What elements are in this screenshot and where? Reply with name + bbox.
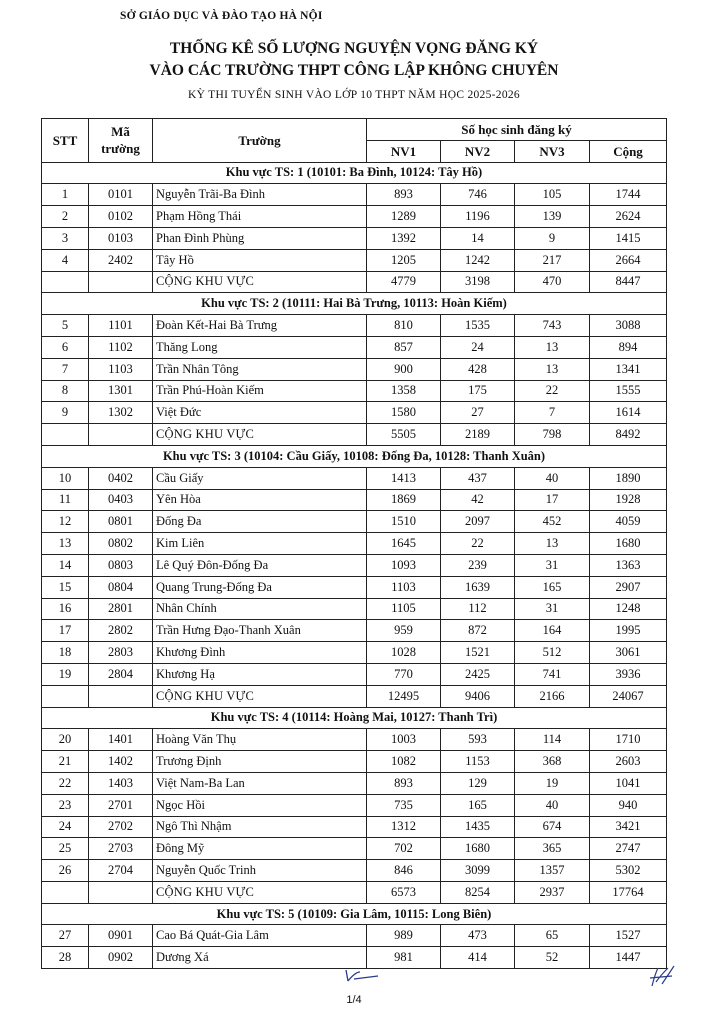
cell-total-nv1: 4779 — [367, 271, 441, 293]
cell-nv1: 1289 — [367, 206, 441, 228]
cell-stt: 12 — [42, 511, 89, 533]
cell-nv1: 959 — [367, 620, 441, 642]
cell-nv1: 1413 — [367, 467, 441, 489]
table-row — [42, 860, 667, 882]
cell-nv1: 900 — [367, 358, 441, 380]
cell-ma-truong: 0103 — [89, 227, 153, 249]
cell-stt: 13 — [42, 533, 89, 555]
table-row — [42, 511, 667, 533]
cell-cong: 1415 — [590, 227, 667, 249]
cell-ma-truong: 0801 — [89, 511, 153, 533]
cell-truong: Nguyễn Quốc Trinh — [153, 860, 367, 882]
cell-nv2: 239 — [441, 554, 515, 576]
cell-ma-truong: 1403 — [89, 772, 153, 794]
cell-truong: Ngô Thì Nhậm — [153, 816, 367, 838]
cell-truong: Dương Xá — [153, 947, 367, 969]
region-title: Khu vực TS: 1 (10101: Ba Đình, 10124: Tây Hồ) — [42, 162, 667, 184]
cell-total-label: CỘNG KHU VỰC — [153, 424, 367, 446]
cell-cong: 894 — [590, 336, 667, 358]
cell-cong: 1527 — [590, 925, 667, 947]
cell-nv3: 52 — [515, 947, 590, 969]
cell-nv1: 1003 — [367, 729, 441, 751]
cell-nv1: 735 — [367, 794, 441, 816]
table-row — [42, 620, 667, 642]
cell-total-cong: 17764 — [590, 881, 667, 903]
registration-table — [41, 118, 667, 969]
cell-nv2: 1153 — [441, 751, 515, 773]
cell-nv2: 1639 — [441, 576, 515, 598]
cell-nv2: 129 — [441, 772, 515, 794]
region-header-row — [42, 445, 667, 467]
cell-nv1: 1580 — [367, 402, 441, 424]
cell-nv3: 19 — [515, 772, 590, 794]
cell-truong: Kim Liên — [153, 533, 367, 555]
cell-ma-truong: 0101 — [89, 184, 153, 206]
cell-nv3: 365 — [515, 838, 590, 860]
cell-stt: 1 — [42, 184, 89, 206]
cell-nv3: 741 — [515, 663, 590, 685]
cell-truong: Đông Mỹ — [153, 838, 367, 860]
table-row — [42, 402, 667, 424]
cell-ma-truong: 0803 — [89, 554, 153, 576]
table-row — [42, 751, 667, 773]
cell-nv2: 14 — [441, 227, 515, 249]
cell-stt: 15 — [42, 576, 89, 598]
region-title: Khu vực TS: 3 (10104: Cầu Giấy, 10108: Đống Đa, 10128: Thanh Xuân) — [42, 445, 667, 467]
cell-stt: 4 — [42, 249, 89, 271]
cell-nv3: 512 — [515, 642, 590, 664]
cell-nv1: 857 — [367, 336, 441, 358]
cell-ma-truong: 1301 — [89, 380, 153, 402]
cell-nv3: 7 — [515, 402, 590, 424]
cell-stt: 27 — [42, 925, 89, 947]
cell-truong: Nguyễn Trãi-Ba Đình — [153, 184, 367, 206]
table-row — [42, 663, 667, 685]
header-cong: Cộng — [590, 140, 667, 162]
cell-total-nv1: 6573 — [367, 881, 441, 903]
header-truong: Trường — [153, 119, 367, 163]
cell-cong: 1680 — [590, 533, 667, 555]
table-row — [42, 925, 667, 947]
cell-nv3: 17 — [515, 489, 590, 511]
cell-nv3: 743 — [515, 315, 590, 337]
cell-nv2: 746 — [441, 184, 515, 206]
region-header-row — [42, 903, 667, 925]
table-row — [42, 227, 667, 249]
cell-nv3: 217 — [515, 249, 590, 271]
cell-nv3: 22 — [515, 380, 590, 402]
table-row — [42, 598, 667, 620]
cell-nv2: 1535 — [441, 315, 515, 337]
cell-nv2: 24 — [441, 336, 515, 358]
cell-nv3: 9 — [515, 227, 590, 249]
cell-stt: 28 — [42, 947, 89, 969]
table-row — [42, 533, 667, 555]
table-row — [42, 380, 667, 402]
cell-ma-truong: 1402 — [89, 751, 153, 773]
cell-stt: 5 — [42, 315, 89, 337]
cell-nv2: 414 — [441, 947, 515, 969]
region-total-row — [42, 685, 667, 707]
cell-total-nv3: 798 — [515, 424, 590, 446]
cell-cong: 5302 — [590, 860, 667, 882]
cell-nv2: 22 — [441, 533, 515, 555]
cell-nv1: 893 — [367, 184, 441, 206]
cell-nv3: 674 — [515, 816, 590, 838]
cell-ma-truong-empty — [89, 424, 153, 446]
cell-ma-truong: 0102 — [89, 206, 153, 228]
cell-stt: 3 — [42, 227, 89, 249]
cell-nv1: 1205 — [367, 249, 441, 271]
cell-nv3: 164 — [515, 620, 590, 642]
cell-cong: 1447 — [590, 947, 667, 969]
cell-nv1: 981 — [367, 947, 441, 969]
cell-truong: Ngọc Hồi — [153, 794, 367, 816]
region-header-row — [42, 162, 667, 184]
cell-cong: 1341 — [590, 358, 667, 380]
cell-cong: 3421 — [590, 816, 667, 838]
cell-nv2: 872 — [441, 620, 515, 642]
cell-stt: 22 — [42, 772, 89, 794]
cell-ma-truong: 0402 — [89, 467, 153, 489]
cell-stt: 10 — [42, 467, 89, 489]
table-row — [42, 315, 667, 337]
cell-total-nv2: 9406 — [441, 685, 515, 707]
header-so-hoc-sinh: Số học sinh đăng ký — [367, 119, 667, 141]
cell-cong: 2603 — [590, 751, 667, 773]
page-number: 1/4 — [346, 994, 362, 1006]
region-total-row — [42, 271, 667, 293]
cell-truong: Khương Hạ — [153, 663, 367, 685]
region-title: Khu vực TS: 4 (10114: Hoàng Mai, 10127: Thanh Trì) — [42, 707, 667, 729]
cell-total-nv2: 8254 — [441, 881, 515, 903]
cell-stt-empty — [42, 271, 89, 293]
cell-stt: 8 — [42, 380, 89, 402]
cell-nv1: 702 — [367, 838, 441, 860]
cell-nv3: 31 — [515, 554, 590, 576]
cell-truong: Việt Nam-Ba Lan — [153, 772, 367, 794]
cell-total-nv1: 5505 — [367, 424, 441, 446]
cell-nv2: 437 — [441, 467, 515, 489]
cell-nv3: 452 — [515, 511, 590, 533]
cell-ma-truong: 1302 — [89, 402, 153, 424]
cell-truong: Trần Nhân Tông — [153, 358, 367, 380]
table-row — [42, 184, 667, 206]
cell-cong: 3088 — [590, 315, 667, 337]
cell-stt: 23 — [42, 794, 89, 816]
cell-stt-empty — [42, 881, 89, 903]
header-stt: STT — [42, 119, 89, 163]
cell-cong: 1710 — [590, 729, 667, 751]
cell-truong: Thăng Long — [153, 336, 367, 358]
cell-cong: 940 — [590, 794, 667, 816]
cell-nv3: 165 — [515, 576, 590, 598]
cell-cong: 1614 — [590, 402, 667, 424]
cell-nv3: 65 — [515, 925, 590, 947]
cell-cong: 2664 — [590, 249, 667, 271]
cell-ma-truong: 2704 — [89, 860, 153, 882]
cell-total-label: CỘNG KHU VỰC — [153, 881, 367, 903]
cell-stt: 16 — [42, 598, 89, 620]
cell-nv2: 2425 — [441, 663, 515, 685]
cell-stt: 9 — [42, 402, 89, 424]
cell-nv1: 1312 — [367, 816, 441, 838]
cell-cong: 1928 — [590, 489, 667, 511]
cell-nv1: 1510 — [367, 511, 441, 533]
table-row — [42, 358, 667, 380]
document-title-line1: THỐNG KÊ SỐ LƯỢNG NGUYỆN VỌNG ĐĂNG KÝ — [169, 40, 539, 57]
cell-ma-truong: 2702 — [89, 816, 153, 838]
cell-ma-truong: 1102 — [89, 336, 153, 358]
cell-truong: Việt Đức — [153, 402, 367, 424]
cell-nv2: 473 — [441, 925, 515, 947]
initials-signature — [646, 964, 676, 990]
cell-ma-truong-empty — [89, 881, 153, 903]
cell-stt: 2 — [42, 206, 89, 228]
cell-nv1: 1392 — [367, 227, 441, 249]
cell-ma-truong: 0902 — [89, 947, 153, 969]
cell-nv1: 1028 — [367, 642, 441, 664]
cell-stt: 24 — [42, 816, 89, 838]
table-row — [42, 576, 667, 598]
cell-cong: 3061 — [590, 642, 667, 664]
cell-truong: Phạm Hồng Thái — [153, 206, 367, 228]
cell-ma-truong: 2804 — [89, 663, 153, 685]
cell-cong: 1555 — [590, 380, 667, 402]
cell-total-nv2: 2189 — [441, 424, 515, 446]
cell-stt: 20 — [42, 729, 89, 751]
cell-nv2: 1435 — [441, 816, 515, 838]
cell-nv1: 893 — [367, 772, 441, 794]
signature-mark — [340, 966, 380, 986]
cell-nv3: 31 — [515, 598, 590, 620]
cell-nv3: 40 — [515, 467, 590, 489]
header-nv3: NV3 — [515, 140, 590, 162]
table-row — [42, 772, 667, 794]
table-row — [42, 794, 667, 816]
region-header-row — [42, 293, 667, 315]
table-row — [42, 489, 667, 511]
cell-nv1: 1869 — [367, 489, 441, 511]
cell-nv3: 13 — [515, 358, 590, 380]
cell-ma-truong: 2803 — [89, 642, 153, 664]
cell-nv2: 27 — [441, 402, 515, 424]
cell-nv2: 3099 — [441, 860, 515, 882]
cell-nv2: 428 — [441, 358, 515, 380]
cell-nv1: 1103 — [367, 576, 441, 598]
cell-truong: Hoàng Văn Thụ — [153, 729, 367, 751]
cell-stt: 6 — [42, 336, 89, 358]
cell-nv2: 165 — [441, 794, 515, 816]
cell-cong: 2747 — [590, 838, 667, 860]
cell-nv1: 1358 — [367, 380, 441, 402]
cell-nv3: 13 — [515, 336, 590, 358]
cell-total-label: CỘNG KHU VỰC — [153, 685, 367, 707]
cell-total-cong: 8447 — [590, 271, 667, 293]
cell-total-nv1: 12495 — [367, 685, 441, 707]
department-name: SỞ GIÁO DỤC VÀ ĐÀO TẠO HÀ NỘI — [120, 10, 323, 22]
cell-nv1: 1082 — [367, 751, 441, 773]
cell-stt: 19 — [42, 663, 89, 685]
cell-nv3: 105 — [515, 184, 590, 206]
table-body — [42, 162, 667, 968]
cell-truong: Quang Trung-Đống Đa — [153, 576, 367, 598]
cell-nv2: 175 — [441, 380, 515, 402]
cell-stt: 21 — [42, 751, 89, 773]
cell-ma-truong: 0901 — [89, 925, 153, 947]
cell-ma-truong: 2402 — [89, 249, 153, 271]
region-total-row — [42, 881, 667, 903]
table-row — [42, 206, 667, 228]
header-ma-truong: Mã trường — [89, 119, 153, 163]
cell-nv1: 846 — [367, 860, 441, 882]
cell-nv3: 1357 — [515, 860, 590, 882]
table-row — [42, 336, 667, 358]
cell-cong: 2624 — [590, 206, 667, 228]
cell-ma-truong: 1101 — [89, 315, 153, 337]
cell-stt-empty — [42, 424, 89, 446]
cell-nv1: 810 — [367, 315, 441, 337]
cell-total-cong: 8492 — [590, 424, 667, 446]
table-row — [42, 467, 667, 489]
cell-nv1: 1645 — [367, 533, 441, 555]
header-nv2: NV2 — [441, 140, 515, 162]
cell-truong: Phan Đình Phùng — [153, 227, 367, 249]
cell-nv3: 13 — [515, 533, 590, 555]
cell-nv2: 1521 — [441, 642, 515, 664]
cell-stt: 14 — [42, 554, 89, 576]
cell-cong: 1995 — [590, 620, 667, 642]
region-title: Khu vực TS: 5 (10109: Gia Lâm, 10115: Long Biên) — [42, 903, 667, 925]
cell-total-label: CỘNG KHU VỰC — [153, 271, 367, 293]
cell-cong: 3936 — [590, 663, 667, 685]
region-total-row — [42, 424, 667, 446]
cell-total-nv3: 2166 — [515, 685, 590, 707]
cell-nv3: 40 — [515, 794, 590, 816]
table-row — [42, 838, 667, 860]
cell-cong: 2907 — [590, 576, 667, 598]
cell-nv2: 112 — [441, 598, 515, 620]
table-row — [42, 249, 667, 271]
cell-total-cong: 24067 — [590, 685, 667, 707]
cell-nv2: 1196 — [441, 206, 515, 228]
cell-ma-truong: 1401 — [89, 729, 153, 751]
cell-ma-truong-empty — [89, 685, 153, 707]
cell-ma-truong: 0802 — [89, 533, 153, 555]
cell-ma-truong: 1103 — [89, 358, 153, 380]
cell-stt: 26 — [42, 860, 89, 882]
header-nv1: NV1 — [367, 140, 441, 162]
cell-cong: 1041 — [590, 772, 667, 794]
cell-cong: 1363 — [590, 554, 667, 576]
cell-ma-truong: 0804 — [89, 576, 153, 598]
cell-nv2: 593 — [441, 729, 515, 751]
cell-nv2: 42 — [441, 489, 515, 511]
cell-truong: Trần Phú-Hoàn Kiếm — [153, 380, 367, 402]
table-row — [42, 729, 667, 751]
cell-nv2: 2097 — [441, 511, 515, 533]
cell-truong: Lê Quý Đôn-Đống Đa — [153, 554, 367, 576]
cell-nv1: 1105 — [367, 598, 441, 620]
cell-ma-truong: 2701 — [89, 794, 153, 816]
cell-nv1: 1093 — [367, 554, 441, 576]
cell-truong: Cầu Giấy — [153, 467, 367, 489]
cell-truong: Trần Hưng Đạo-Thanh Xuân — [153, 620, 367, 642]
document-subtitle: KỲ THI TUYỂN SINH VÀO LỚP 10 THPT NĂM HỌC 2025-2026 — [188, 89, 520, 101]
region-header-row — [42, 707, 667, 729]
document-title-line2: VÀO CÁC TRƯỜNG THPT CÔNG LẬP KHÔNG CHUYÊN — [149, 62, 559, 79]
cell-stt: 17 — [42, 620, 89, 642]
table-row — [42, 816, 667, 838]
cell-ma-truong-empty — [89, 271, 153, 293]
cell-ma-truong: 2801 — [89, 598, 153, 620]
cell-truong: Khương Đình — [153, 642, 367, 664]
cell-nv1: 989 — [367, 925, 441, 947]
cell-stt: 7 — [42, 358, 89, 380]
cell-nv2: 1680 — [441, 838, 515, 860]
cell-total-nv3: 2937 — [515, 881, 590, 903]
cell-truong: Trương Định — [153, 751, 367, 773]
cell-cong: 1248 — [590, 598, 667, 620]
cell-nv3: 139 — [515, 206, 590, 228]
cell-truong: Tây Hồ — [153, 249, 367, 271]
cell-cong: 4059 — [590, 511, 667, 533]
cell-truong: Yên Hòa — [153, 489, 367, 511]
cell-total-nv3: 470 — [515, 271, 590, 293]
cell-cong: 1744 — [590, 184, 667, 206]
cell-stt: 11 — [42, 489, 89, 511]
cell-truong: Cao Bá Quát-Gia Lâm — [153, 925, 367, 947]
cell-ma-truong: 2703 — [89, 838, 153, 860]
cell-truong: Nhân Chính — [153, 598, 367, 620]
cell-nv3: 114 — [515, 729, 590, 751]
cell-nv1: 770 — [367, 663, 441, 685]
cell-ma-truong: 2802 — [89, 620, 153, 642]
cell-nv2: 1242 — [441, 249, 515, 271]
table-row — [42, 642, 667, 664]
cell-nv3: 368 — [515, 751, 590, 773]
cell-truong: Đống Đa — [153, 511, 367, 533]
cell-truong: Đoàn Kết-Hai Bà Trưng — [153, 315, 367, 337]
cell-ma-truong: 0403 — [89, 489, 153, 511]
table-row — [42, 554, 667, 576]
cell-total-nv2: 3198 — [441, 271, 515, 293]
region-title: Khu vực TS: 2 (10111: Hai Bà Trưng, 10113: Hoàn Kiếm) — [42, 293, 667, 315]
cell-cong: 1890 — [590, 467, 667, 489]
cell-stt: 25 — [42, 838, 89, 860]
cell-stt: 18 — [42, 642, 89, 664]
cell-stt-empty — [42, 685, 89, 707]
